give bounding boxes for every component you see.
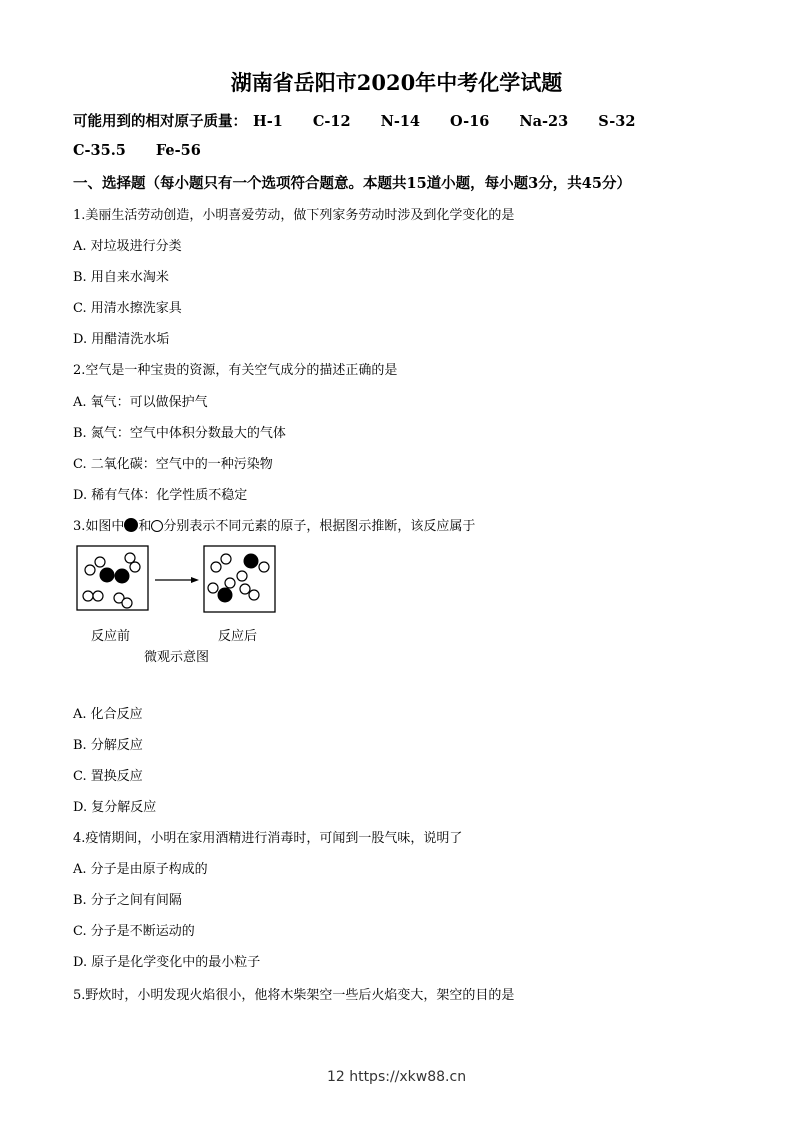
filled-atom-icon	[124, 518, 138, 532]
hollow-atom	[240, 584, 250, 594]
atomic-mass-row-2	[73, 142, 231, 159]
hollow-atom-icon	[151, 520, 163, 532]
hollow-atom	[125, 553, 135, 563]
atomic-mass-label: 可能用到的相对原子质量：	[73, 113, 247, 130]
hollow-atom	[85, 565, 95, 575]
page-footer: 12 https://xkw88.cn	[326, 1069, 467, 1085]
question-3-stem	[73, 515, 475, 534]
question-1-option-c: C. 用清水擦洗家具	[73, 301, 182, 316]
question-4-option-d: D. 原子是化学变化中的最小粒子	[73, 955, 261, 970]
question-3-stem-post: 分别表示不同元素的原子，根据图示推断，该反应属于	[163, 519, 476, 534]
filled-atom	[115, 569, 130, 584]
question-2-option-d: D. 稀有气体：化学性质不稳定	[73, 488, 248, 503]
hollow-atom	[122, 598, 132, 608]
after-box	[204, 546, 275, 612]
atomic-mass-item: C-12	[312, 113, 351, 130]
question-1-option-b: B. 用自来水淘米	[73, 270, 169, 285]
hollow-atom	[259, 562, 269, 572]
hollow-atom	[83, 591, 93, 601]
atomic-mass-item: H-1	[253, 113, 283, 130]
question-2-option-a: A. 氧气：可以做保护气	[73, 395, 208, 410]
section-heading: 一、选择题（每小题只有一个选项符合题意。本题共15道小题，每小题3分，共45分）	[73, 175, 631, 192]
hollow-atom	[130, 562, 140, 572]
question-3-stem-pre: 3.如图中	[73, 519, 125, 534]
question-3-option-b: B. 分解反应	[73, 738, 143, 753]
question-2-option-c: C. 二氧化碳：空气中的一种污染物	[73, 457, 273, 472]
hollow-atom	[95, 557, 105, 567]
filled-atom	[218, 588, 233, 603]
hollow-atom	[225, 578, 235, 588]
label-before-reaction: 反应前	[91, 629, 131, 644]
question-3-option-a: A. 化合反应	[73, 707, 143, 722]
question-4-option-b: B. 分子之间有间隔	[73, 893, 182, 908]
question-1-stem: 1.美丽生活劳动创造，小明喜爱劳动，做下列家务劳动时涉及到化学变化的是	[73, 208, 515, 223]
filled-atom	[100, 568, 115, 583]
question-1-option-a: A. 对垃圾进行分类	[73, 239, 182, 254]
reaction-arrow	[155, 577, 199, 583]
question-4-stem: 4.疫情期间，小明在家用酒精进行消毒时，可闻到一股气味，说明了	[73, 831, 463, 846]
question-4-option-a: A. 分子是由原子构成的	[73, 862, 208, 877]
question-3-stem-mid: 和	[138, 519, 152, 534]
atomic-mass-item: C-35.5	[73, 142, 126, 159]
atomic-mass-item: S-32	[598, 113, 636, 130]
question-3-option-c: C. 置换反应	[73, 769, 143, 784]
page-title: 湖南省岳阳市2020年中考化学试题	[230, 70, 563, 95]
question-4-option-c: C. 分子是不断运动的	[73, 924, 195, 939]
atomic-mass-item: Fe-56	[155, 142, 201, 159]
label-after-reaction: 反应后	[218, 629, 258, 644]
hollow-atom	[93, 591, 103, 601]
atomic-mass-item: N-14	[380, 113, 421, 130]
before-box	[77, 546, 148, 610]
hollow-atom	[211, 562, 221, 572]
question-3-option-d: D. 复分解反应	[73, 800, 157, 815]
atomic-mass-row	[73, 110, 665, 131]
question-5-stem: 5.野炊时，小明发现火焰很小，他将木柴架空一些后火焰变大，架空的目的是	[73, 988, 515, 1003]
atomic-mass-item: O-16	[450, 113, 490, 130]
hollow-atom	[249, 590, 259, 600]
diagram-caption: 微观示意图	[144, 650, 210, 665]
hollow-atom	[221, 554, 231, 564]
atomic-mass-item: Na-23	[519, 113, 569, 130]
reaction-diagram	[73, 542, 283, 618]
hollow-atom	[237, 571, 247, 581]
filled-atom	[244, 554, 259, 569]
question-1-option-d: D. 用醋清洗水垢	[73, 332, 170, 347]
question-2-stem: 2.空气是一种宝贵的资源，有关空气成分的描述正确的是	[73, 363, 398, 378]
hollow-atom	[208, 583, 218, 593]
question-2-option-b: B. 氮气：空气中体积分数最大的气体	[73, 426, 286, 441]
